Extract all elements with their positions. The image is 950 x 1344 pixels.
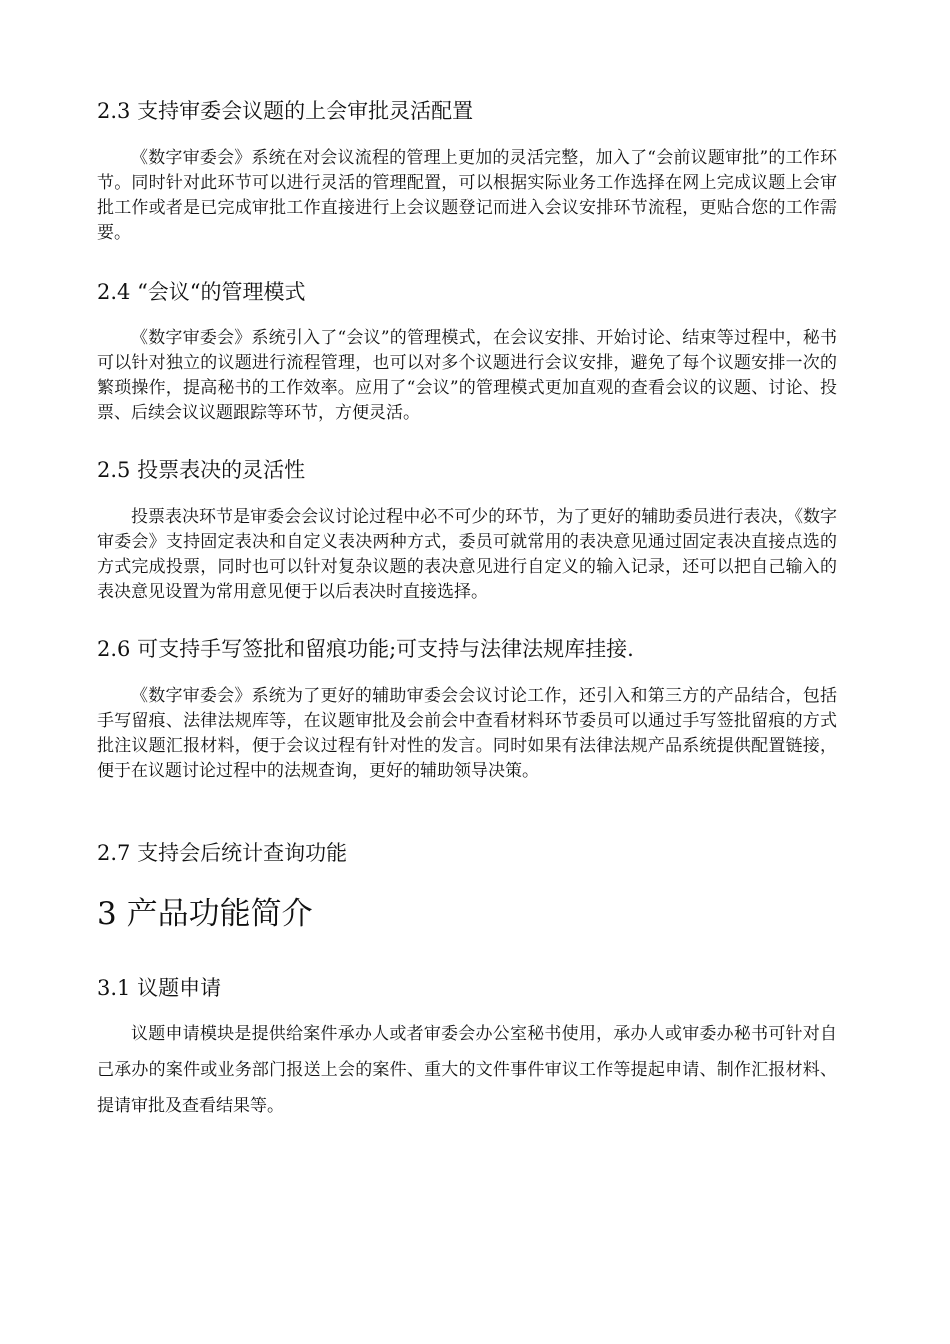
- section-3-1-heading: 3.1 议题申请: [97, 976, 222, 1000]
- section-2-3-heading: 2.3 支持审委会议题的上会审批灵活配置: [97, 99, 474, 123]
- section-2-4-heading: 2.4 “会议“的管理模式: [97, 280, 306, 304]
- chapter-3-heading: 3 产品功能简介: [97, 896, 313, 932]
- section-2-7-heading: 2.7 支持会后统计查询功能: [97, 841, 348, 865]
- section-2-4-body: 《数字审委会》系统引入了“会议”的管理模式，在会议安排、开始讨论、结束等过程中，秘书可以针对独立的议题进行流程管理，也可以对多个议题进行会议安排，避免了每个议题安排一次的繁琐操作，提高秘书的工作效率。应用了“会议”的管理模式更加直观的查看会议的议题、讨论、投票、后续会议议题跟踪等环节，方便灵活。: [97, 328, 837, 423]
- section-2-6-heading: 2.6 可支持手写签批和留痕功能;可支持与法律法规库挂接.: [97, 637, 634, 661]
- section-2-5-body: 投票表决环节是审委会会议讨论过程中必不可少的环节，为了更好的辅助委员进行表决，《数字审委会》支持固定表决和自定义表决两种方式，委员可就常用的表决意见通过固定表决直接点选的方式完成投票，同时也可以针对复杂议题的表决意见进行自定义的输入记录，还可以把自己输入的表决意见设置为常用意见便于以后表决时直接选择。: [97, 507, 837, 602]
- section-3-1-body: 议题申请模块是提供给案件承办人或者审委会办公室秘书使用，承办人或审委办秘书可针对自己承办的案件或业务部门报送上会的案件、重大的文件事件审议工作等提起申请、制作汇报材料、提请审批及查看结果等。: [97, 1024, 837, 1116]
- section-2-3-body: 《数字审委会》系统在对会议流程的管理上更加的灵活完整，加入了“会前议题审批”的工作环节。同时针对此环节可以进行灵活的管理配置，可以根据实际业务工作选择在网上完成议题上会审批工作或者是已完成审批工作直接进行上会议题登记而进入会议安排环节流程，更贴合您的工作需要。: [97, 148, 837, 243]
- section-2-6-body: 《数字审委会》系统为了更好的辅助审委会会议讨论工作，还引入和第三方的产品结合，包括手写留痕、法律法规库等，在议题审批及会前会中查看材料环节委员可以通过手写签批留痕的方式批注议题汇报材料，便于会议过程有针对性的发言。同时如果有法律法规产品系统提供配置链接，便于在议题讨论过程中的法规查询，更好的辅助领导决策。: [97, 686, 837, 781]
- section-2-5-heading: 2.5 投票表决的灵活性: [97, 458, 306, 482]
